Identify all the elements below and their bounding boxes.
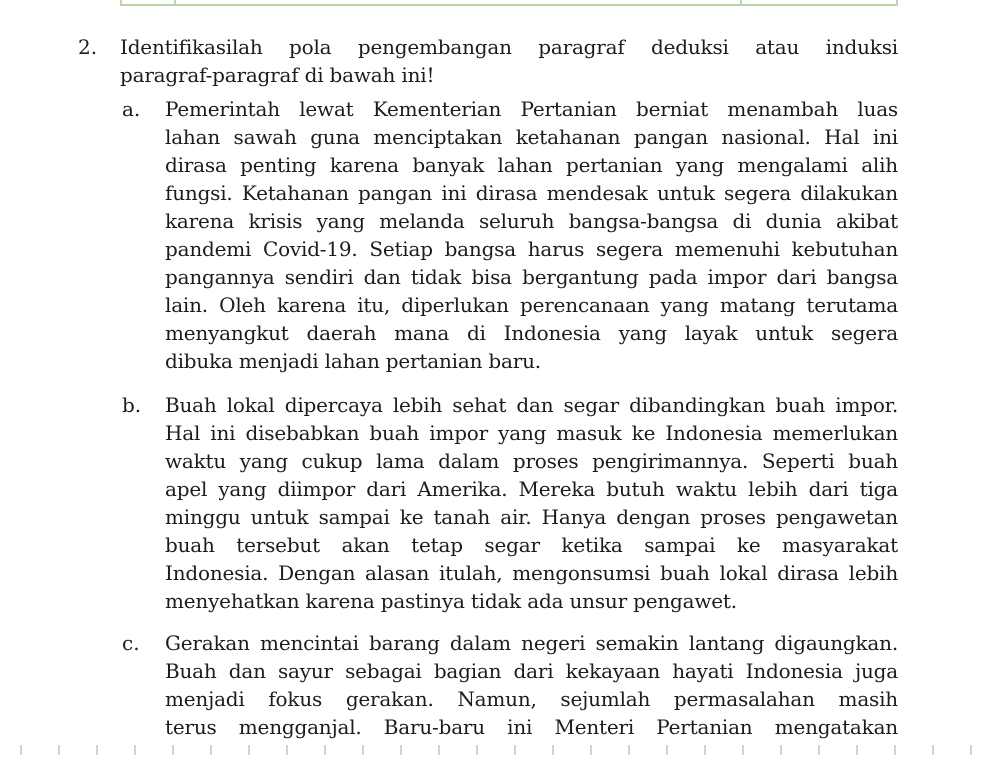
table-column-divider <box>174 0 176 6</box>
item-letter: a. <box>122 97 141 121</box>
paragraph-line: menjadi fokus gerakan. Namun, sejumlah permasalahan masih <box>165 687 898 711</box>
paragraph-line: dibuka menjadi lahan pertanian baru. <box>165 349 541 373</box>
question-number: 2. <box>78 35 98 59</box>
paragraph-line: Buah lokal dipercaya lebih sehat dan segar dibandingkan buah impor. <box>165 393 898 417</box>
paragraph-line: buah tersebut akan tetap segar ketika sampai ke masyarakat <box>165 533 898 557</box>
paragraph-line: pangannya sendiri dan tidak bisa bergantung pada impor dari bangsa <box>165 265 898 289</box>
paragraph-line: lahan sawah guna menciptakan ketahanan pangan nasional. Hal ini <box>165 125 898 149</box>
paragraph-line: pandemi Covid-19. Setiap bangsa harus segera memenuhi kebutuhan <box>165 237 898 261</box>
paragraph-line: fungsi. Ketahanan pangan ini dirasa mendesak untuk segera dilakukan <box>165 181 898 205</box>
paragraph-line: terus mengganjal. Baru-baru ini Menteri Pertanian mengatakan <box>165 715 898 739</box>
paragraph-line: menyangkut daerah mana di Indonesia yang layak untuk segera <box>165 321 898 345</box>
paragraph-line: waktu yang cukup lama dalam proses pengirimannya. Seperti buah <box>165 449 898 473</box>
paragraph-line: apel yang diimpor dari Amerika. Mereka butuh waktu lebih dari tiga <box>165 477 898 501</box>
paragraph-line: lain. Oleh karena itu, diperlukan perencanaan yang matang terutama <box>165 293 898 317</box>
item-letter: c. <box>122 631 140 655</box>
paragraph-line: Gerakan mencintai barang dalam negeri semakin lantang digaungkan. <box>165 631 898 655</box>
paragraph-line: Hal ini disebabkan buah impor yang masuk ke Indonesia memerlukan <box>165 421 898 445</box>
table-column-divider <box>740 0 742 6</box>
paragraph-line: dirasa penting karena banyak lahan pertanian yang mengalami alih <box>165 153 898 177</box>
paragraph-line: menyehatkan karena pastinya tidak ada unsur pengawet. <box>165 589 737 613</box>
question-text-line: paragraf-paragraf di bawah ini! <box>120 63 435 87</box>
paragraph-line: karena krisis yang melanda seluruh bangsa-bangsa di dunia akibat <box>165 209 898 233</box>
paragraph-line: Buah dan sayur sebagai bagian dari kekayaan hayati Indonesia juga <box>165 659 898 683</box>
item-letter: b. <box>122 393 142 417</box>
table-fragment <box>120 0 898 6</box>
paragraph-line: Indonesia. Dengan alasan itulah, mengonsumsi buah lokal dirasa lebih <box>165 561 898 585</box>
page-bottom-edge <box>0 741 999 759</box>
question-text-line: Identifikasilah pola pengembangan paragraf deduksi atau induksi <box>120 35 898 59</box>
paragraph-line: minggu untuk sampai ke tanah air. Hanya dengan proses pengawetan <box>165 505 898 529</box>
paragraph-line: Pemerintah lewat Kementerian Pertanian berniat menambah luas <box>165 97 898 121</box>
